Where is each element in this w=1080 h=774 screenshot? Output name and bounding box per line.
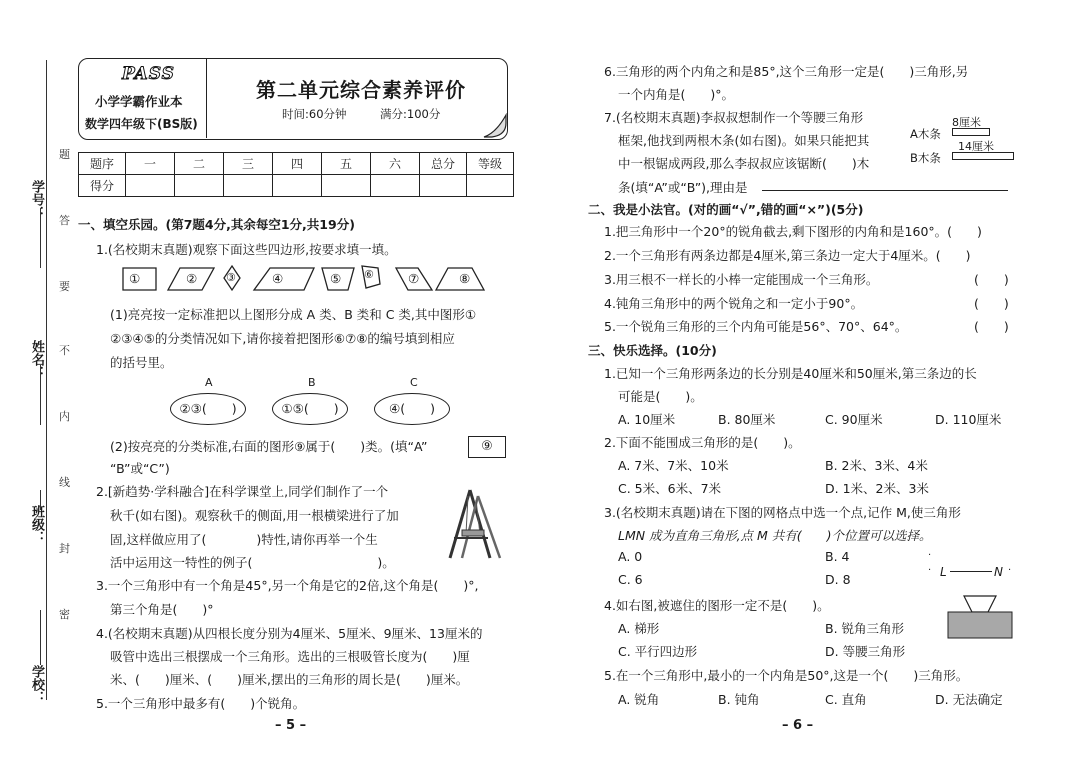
- shape-label: ⑧: [459, 271, 471, 286]
- q7-line1: 7.(名校期末真题)李叔叔想制作一个等腰三角形: [604, 110, 864, 125]
- q2-line4: 活中运用这一特性的例子( )。: [110, 555, 395, 570]
- wood-b-label: B木条: [910, 151, 941, 165]
- q4-line1: 4.(名校期末真题)从四根长度分别为4厘米、5厘米、9厘米、13厘米的: [96, 626, 483, 641]
- choice5-option-d[interactable]: D. 无法确定: [935, 692, 1003, 707]
- q1-part1-line1: (1)亮亮按一定标准把以上图形分成 A 类、B 类和 C 类,其中图形①: [110, 307, 477, 322]
- judge-item: 5.一个锐角三角形的三个内角可能是56°、70°、64°。: [604, 319, 908, 334]
- category-c-label: C: [410, 376, 418, 389]
- shape-label: ③: [226, 271, 236, 284]
- choice4-option-b[interactable]: B. 锐角三角形: [825, 621, 905, 636]
- page-number-6: – 6 –: [782, 718, 814, 733]
- wood-b-strip: [952, 152, 1014, 160]
- q3-line1: 3.一个三角形中有一个角是45°,另一个角是它的2倍,这个角是( )°,: [96, 578, 479, 593]
- choice4-option-a[interactable]: A. 梯形: [618, 621, 660, 636]
- choice5-option-c[interactable]: C. 直角: [825, 692, 867, 707]
- binding-mark: 题: [59, 148, 70, 161]
- table-cell: 六: [371, 153, 420, 175]
- shape-label: ⑦: [408, 271, 420, 286]
- binding-mark: 答: [59, 214, 70, 227]
- name-label: 姓名：: [29, 340, 44, 379]
- score-table-score-row: [79, 175, 514, 197]
- grid-dot: ·: [928, 550, 932, 561]
- series-name: 小学学霸作业本: [95, 94, 183, 109]
- binding-mark: 密: [59, 608, 70, 621]
- score-input-cell[interactable]: [467, 175, 514, 197]
- full-score: 满分:100分: [380, 107, 441, 121]
- choice4-option-c[interactable]: C. 平行四边形: [618, 644, 698, 659]
- segment-ln: [950, 571, 992, 572]
- judge-answer-paren[interactable]: ( ): [974, 319, 1009, 334]
- choice1-option-d[interactable]: D. 110厘米: [935, 412, 1002, 427]
- q4-line2: 吸管中选出三根摆成一个三角形。选出的三根吸管长度为( )厘: [110, 649, 470, 664]
- point-l: L: [940, 565, 947, 579]
- table-cell: 四: [273, 153, 322, 175]
- time-limit: 时间:60分钟: [282, 107, 347, 121]
- q1-part1-line2: ②③④⑤的分类情况如下,请你接着把图形⑥⑦⑧的编号填到相应: [110, 331, 455, 346]
- q2-line3: 固,这样做应用了( )特性,请你再举一个生: [110, 532, 378, 547]
- choice5-option-b[interactable]: B. 钝角: [718, 692, 760, 707]
- choice3-option-a[interactable]: A. 0: [618, 549, 643, 564]
- quadrilaterals: [118, 264, 498, 294]
- table-cell: 一: [126, 153, 175, 175]
- q1-part1-line3: 的括号里。: [110, 355, 173, 370]
- page-title: 第二单元综合素养评价: [256, 78, 466, 102]
- category-a-label: A: [205, 376, 213, 389]
- wood-b-length: 14厘米: [958, 140, 994, 153]
- school-label: 学校：: [29, 665, 44, 704]
- q7-line4: 条(填“A”或“B”),理由是: [618, 180, 748, 195]
- binding-mark: 封: [59, 542, 70, 555]
- choice1-line2: 可能是( )。: [618, 389, 703, 404]
- page-number-5: – 5 –: [275, 718, 307, 733]
- judge-answer-paren[interactable]: ( ): [974, 272, 1009, 287]
- judge-item: 3.用三根不一样长的小棒一定能围成一个三角形。: [604, 272, 879, 287]
- q4-line3: 米、( )厘米、( )厘米,摆出的三角形的周长是( )厘米。: [110, 672, 469, 687]
- score-input-cell[interactable]: [322, 175, 371, 197]
- binding-mark: 内: [59, 410, 70, 423]
- binding-mark: 要: [59, 280, 70, 293]
- table-cell: 得分: [79, 175, 126, 197]
- q7-line2: 框架,他找到两根木条(如右图)。如果只能把其: [618, 133, 870, 148]
- choice1-option-a[interactable]: A. 10厘米: [618, 412, 676, 427]
- choice3-option-b[interactable]: B. 4: [825, 549, 850, 564]
- pass-logo: PASS: [122, 64, 175, 84]
- category-a-ellipse[interactable]: ②③( ): [170, 393, 246, 425]
- q5: 5.一个三角形中最多有( )个锐角。: [96, 696, 306, 711]
- shape-label: ④: [272, 271, 284, 286]
- judge-item: 4.钝角三角形中的两个锐角之和一定小于90°。: [604, 296, 864, 311]
- category-b-ellipse[interactable]: ①⑤( ): [272, 393, 348, 425]
- table-cell: 二: [175, 153, 224, 175]
- judge-item: 1.把三角形中一个20°的锐角截去,剩下图形的内角和是160°。( ): [604, 224, 982, 239]
- score-table-header-row: [79, 153, 514, 175]
- class-line: [40, 490, 41, 510]
- choice5-option-a[interactable]: A. 锐角: [618, 692, 660, 707]
- shape-label: ②: [186, 271, 198, 286]
- covered-shape-figure: [946, 594, 1014, 640]
- binding-mark: 线: [59, 476, 70, 489]
- swing-illustration: [440, 486, 502, 560]
- choice1-option-c[interactable]: C. 90厘米: [825, 412, 883, 427]
- q1-title: 1.(名校期末真题)观察下面这些四边形,按要求填一填。: [96, 242, 397, 257]
- section-1-heading: 一、填空乐园。(第7题4分,其余每空1分,共19分): [78, 217, 355, 232]
- table-cell: 三: [224, 153, 273, 175]
- choice2-option-a[interactable]: A. 7米、7米、10米: [618, 458, 729, 473]
- table-cell: 题序: [79, 153, 126, 175]
- page-curl-icon: [482, 113, 510, 141]
- school-line: [40, 610, 41, 665]
- choice4-question: 4.如右图,被遮住的图形一定不是( )。: [604, 598, 830, 613]
- q7-line3: 中一根锯成两段,那么李叔叔应该锯断( )木: [618, 156, 870, 171]
- point-n: N: [994, 565, 1003, 579]
- score-input-cell[interactable]: [175, 175, 224, 197]
- choice1-line1: 1.已知一个三角形两条边的长分别是40厘米和50厘米,第三条边的长: [604, 366, 977, 381]
- grade-label: 数学四年级下(BS版): [85, 117, 198, 131]
- wood-a-length: 8厘米: [952, 116, 981, 129]
- q2-line1: 2.[新趋势·学科融合]在科学课堂上,同学们制作了一个: [96, 484, 389, 499]
- binding-line: [46, 60, 47, 700]
- shape-4: [254, 268, 314, 290]
- shape-label: ⑥: [364, 268, 374, 281]
- score-table: [78, 152, 514, 197]
- choice2-option-d[interactable]: D. 1米、2米、3米: [825, 481, 929, 496]
- category-b-label: B: [308, 376, 316, 389]
- choice4-option-d[interactable]: D. 等腰三角形: [825, 644, 906, 659]
- score-input-cell[interactable]: [371, 175, 420, 197]
- table-cell: 总分: [420, 153, 467, 175]
- choice1-option-b[interactable]: B. 80厘米: [718, 412, 776, 427]
- choice2-option-b[interactable]: B. 2米、3米、4米: [825, 458, 928, 473]
- name-line: [40, 365, 41, 425]
- q3-line2: 第三个角是( )°: [110, 602, 214, 617]
- table-cell: 等级: [467, 153, 514, 175]
- choice3-option-c[interactable]: C. 6: [618, 572, 643, 587]
- section-3-heading: 三、快乐选择。(10分): [588, 343, 717, 358]
- shape-9-box: ⑨: [468, 436, 506, 458]
- wood-a-strip: [952, 128, 990, 136]
- q6-line1: 6.三角形的两个内角之和是85°,这个三角形一定是( )三角形,另: [604, 64, 969, 79]
- judge-item: 2.一个三角形有两条边都是4厘米,第三条边一定大于4厘米。( ): [604, 248, 971, 263]
- score-input-cell[interactable]: [273, 175, 322, 197]
- header-divider: [206, 58, 207, 138]
- shape-label: ⑤: [330, 271, 342, 286]
- choice2-option-c[interactable]: C. 5米、6米、7米: [618, 481, 722, 496]
- choice3-line1: 3.(名校期末真题)请在下图的网格点中选一个点,记作 M,使三角形: [604, 505, 961, 520]
- score-input-cell[interactable]: [224, 175, 273, 197]
- table-cell: 五: [322, 153, 371, 175]
- section-2-heading: 二、我是小法官。(对的画“√”,错的画“×”)(5分): [588, 202, 864, 217]
- binding-mark: 不: [59, 344, 70, 357]
- choice2-question: 2.下面不能围成三角形的是( )。: [604, 435, 801, 450]
- score-input-cell[interactable]: [126, 175, 175, 197]
- student-id-line: [40, 208, 41, 268]
- grid-dot: ·: [928, 565, 932, 576]
- choice3-line2: LMN 成为直角三角形,点 M 共有( )个位置可以选择。: [618, 528, 932, 543]
- shape-label: ①: [129, 271, 141, 286]
- grid-dot: ·: [1008, 565, 1012, 576]
- q1-part2-line1: (2)按亮亮的分类标准,右面的图形⑨属于( )类。(填“A”: [110, 439, 428, 454]
- q1-part2-line2: “B”或“C”): [110, 461, 170, 476]
- q2-line2: 秋千(如右图)。观察秋千的侧面,用一根横梁进行了加: [110, 508, 399, 523]
- q6-line2: 一个内角是( )°。: [618, 87, 735, 102]
- reason-answer-line[interactable]: [762, 190, 1008, 191]
- category-c-ellipse[interactable]: ④( ): [374, 393, 450, 425]
- judge-answer-paren[interactable]: ( ): [974, 296, 1009, 311]
- student-id-label: 学号：: [29, 180, 44, 219]
- score-input-cell[interactable]: [420, 175, 467, 197]
- choice3-option-d[interactable]: D. 8: [825, 572, 851, 587]
- class-label: 班级：: [29, 505, 44, 544]
- choice5-question: 5.在一个三角形中,最小的一个内角是50°,这是一个( )三角形。: [604, 668, 969, 683]
- wood-a-label: A木条: [910, 127, 941, 141]
